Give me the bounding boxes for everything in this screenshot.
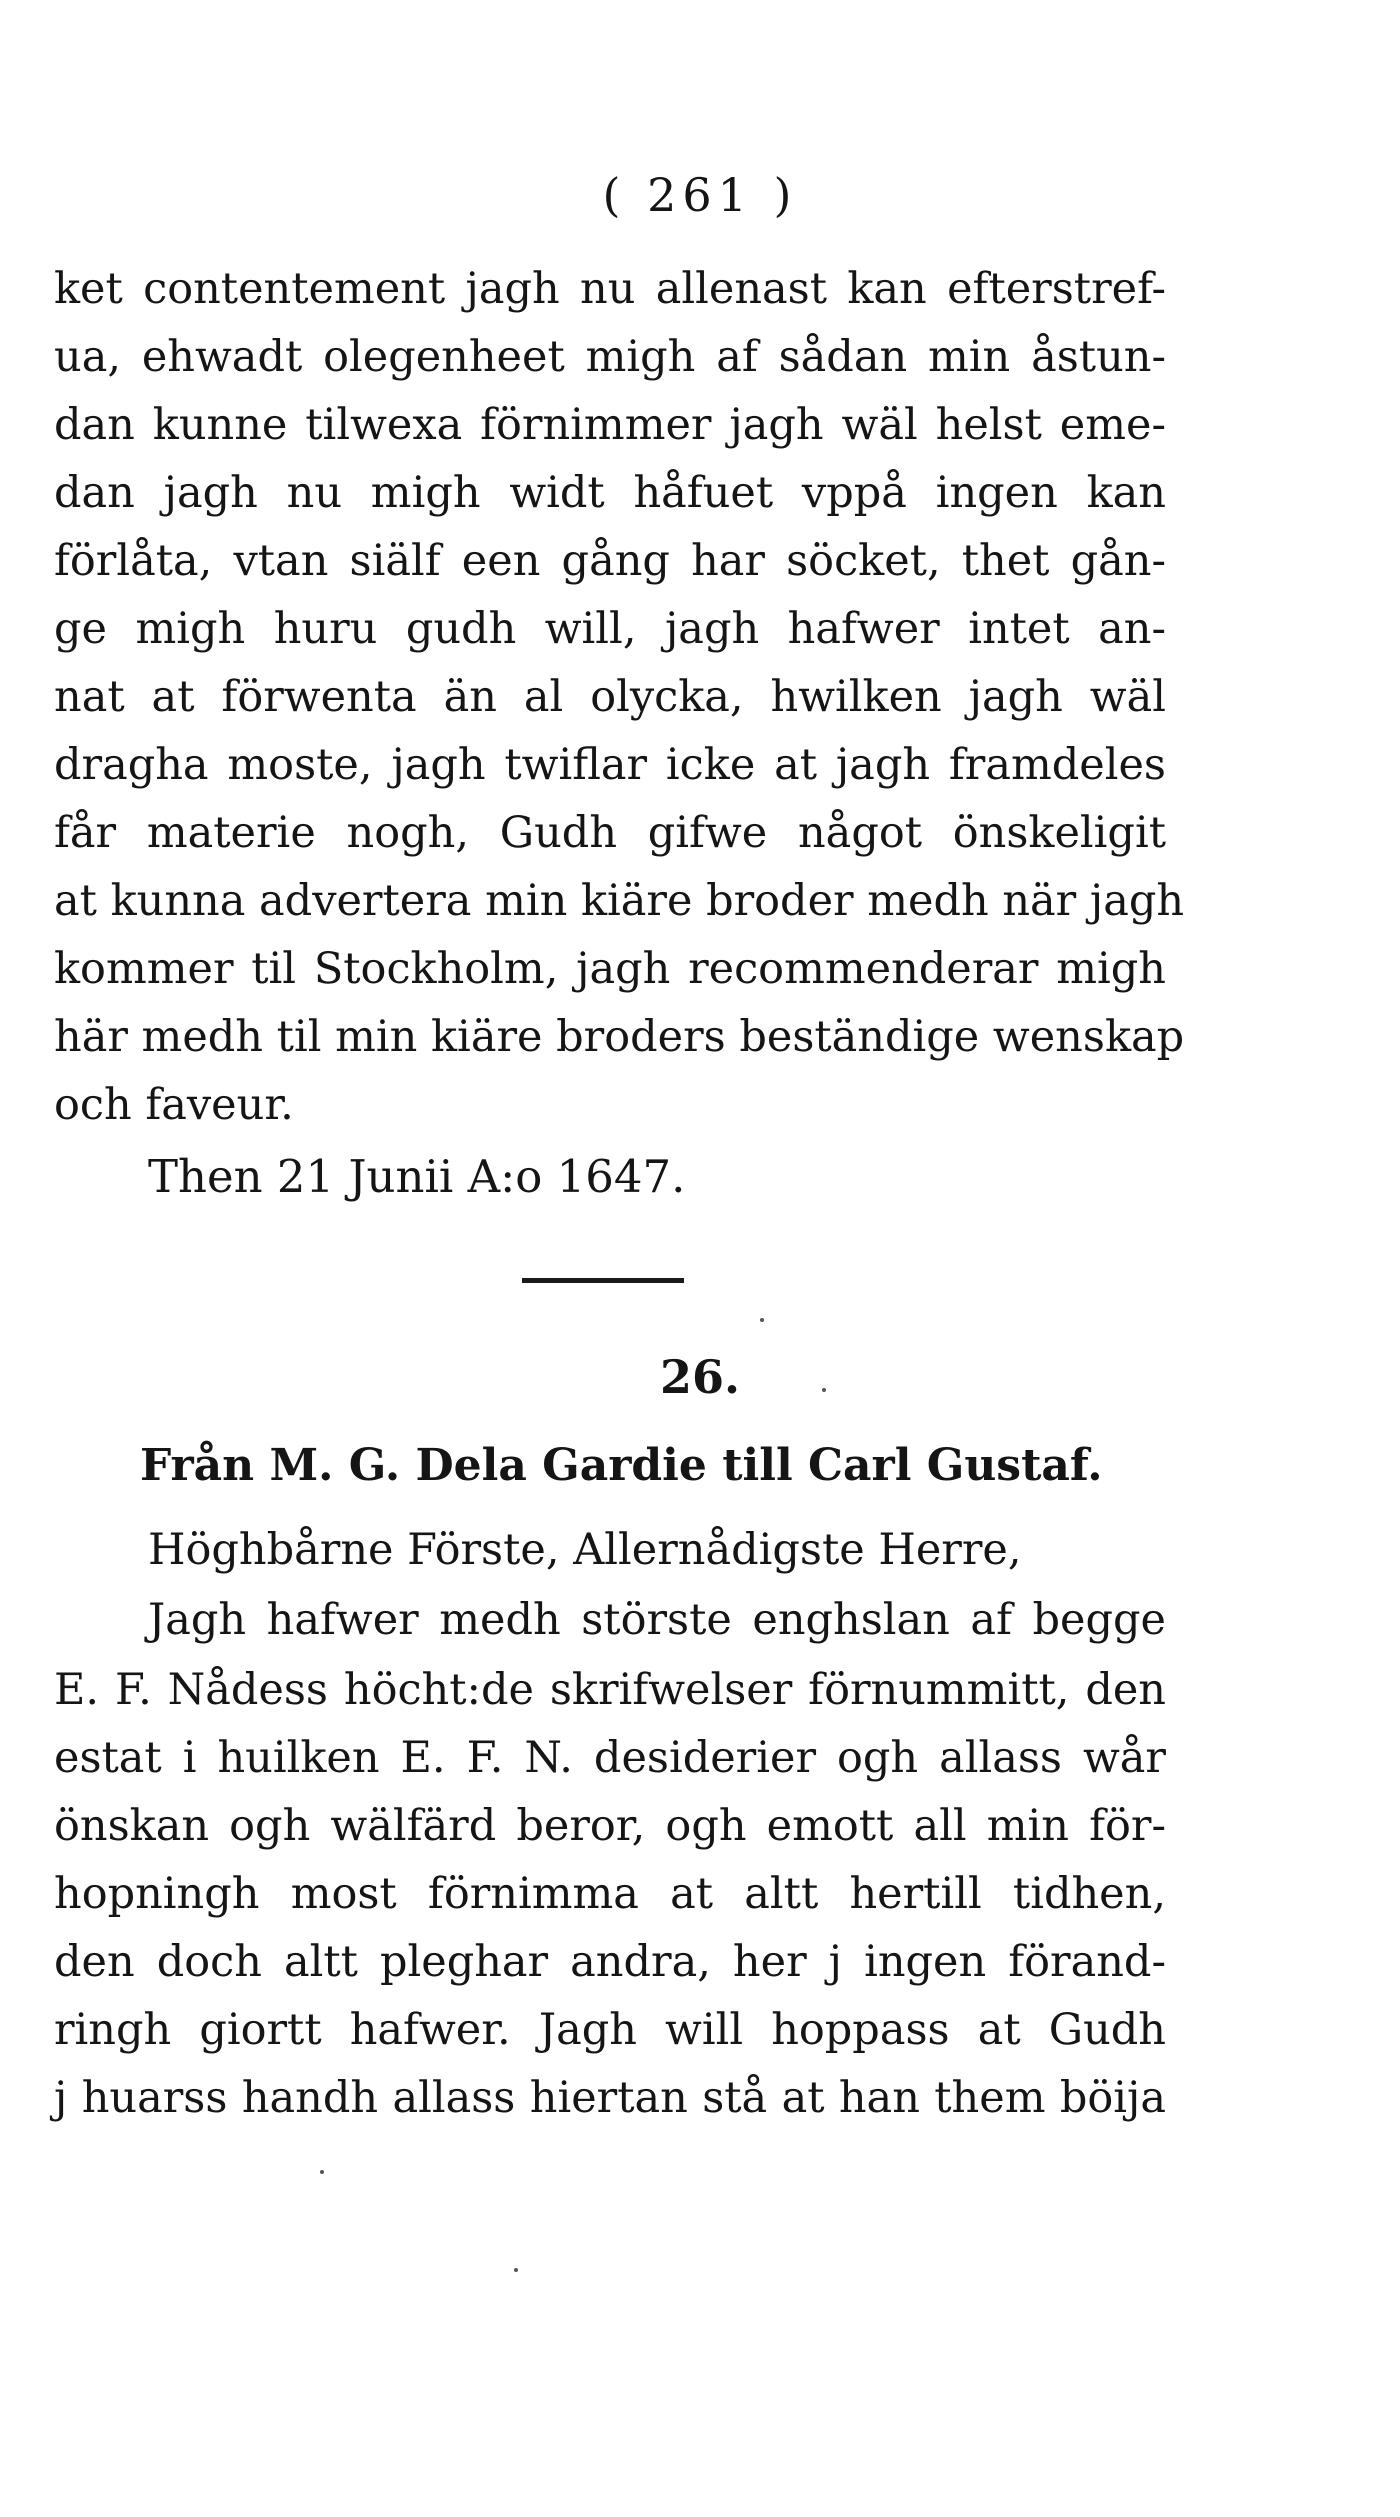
scan-speck bbox=[822, 1388, 826, 1392]
body-line: ringh giortt hafwer. Jagh will hoppass at Gudh bbox=[54, 2005, 1166, 2055]
body-line: ua, ehwadt olegenheet migh af sådan min åstun- bbox=[54, 332, 1166, 382]
body-line: den doch altt pleghar andra, her j ingen förand- bbox=[54, 1937, 1166, 1987]
body-line: E. F. Nådess höcht:de skrifwelser förnummitt, den bbox=[54, 1665, 1166, 1715]
section-divider bbox=[522, 1278, 684, 1283]
body-line: hopningh most förnimma at altt hertill tidhen, bbox=[54, 1869, 1166, 1919]
body-line: ge migh huru gudh will, jagh hafwer intet an- bbox=[54, 604, 1166, 654]
body-line: dragha moste, jagh twiflar icke at jagh framdeles bbox=[54, 740, 1166, 790]
letter-number: 26. bbox=[659, 1350, 741, 1404]
scan-speck bbox=[320, 2170, 324, 2174]
body-line: ket contentement jagh nu allenast kan efterstref- bbox=[54, 264, 1166, 314]
scan-speck bbox=[760, 1318, 764, 1322]
page-number: ( 261 ) bbox=[602, 168, 798, 222]
body-line: förlåta, vtan siälf een gång har söcket, thet gån- bbox=[54, 536, 1166, 586]
salutation: Höghbårne Förste, Allernådigste Herre, bbox=[148, 1525, 1022, 1575]
body-line: får materie nogh, Gudh gifwe något önskeligit bbox=[54, 808, 1166, 858]
body-line: Jagh hafwer medh störste enghslan af begge bbox=[148, 1595, 1166, 1645]
body-line: och faveur. bbox=[54, 1080, 294, 1130]
body-line: j huarss handh allass hiertan stå at han them böija bbox=[54, 2073, 1166, 2123]
body-line: önskan ogh wälfärd beror, ogh emott all min för- bbox=[54, 1801, 1166, 1851]
letter-title: Från M. G. Dela Gardie till Carl Gustaf. bbox=[140, 1440, 1103, 1491]
date-line: Then 21 Junii A:o 1647. bbox=[148, 1150, 686, 1203]
body-line: dan kunne tilwexa förnimmer jagh wäl helst eme- bbox=[54, 400, 1166, 450]
body-line: estat i huilken E. F. N. desiderier ogh allass wår bbox=[54, 1733, 1166, 1783]
body-line: at kunna advertera min kiäre broder medh när jagh bbox=[54, 876, 1185, 926]
body-line: här medh til min kiäre broders beständige wenskap bbox=[54, 1012, 1185, 1062]
body-line: kommer til Stockholm, jagh recommenderar migh bbox=[54, 944, 1166, 994]
scan-speck bbox=[514, 2268, 518, 2272]
body-line: dan jagh nu migh widt håfuet vppå ingen kan bbox=[54, 468, 1166, 518]
body-line: nat at förwenta än al olycka, hwilken jagh wäl bbox=[54, 672, 1166, 722]
